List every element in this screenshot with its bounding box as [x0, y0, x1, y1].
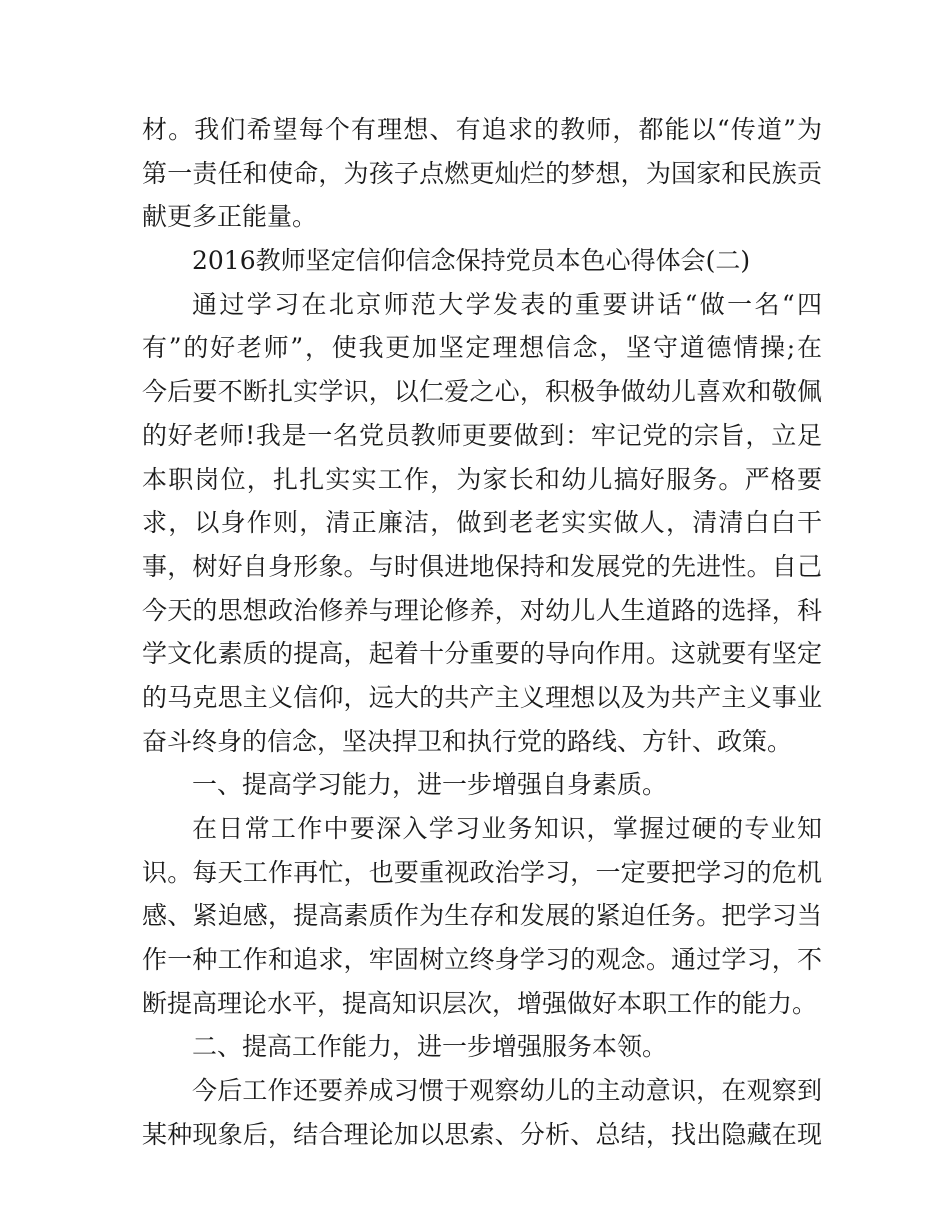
paragraph-first-line: 在日常工作中要深入学习业务知识，掌握过硬的专业知 — [192, 814, 822, 843]
text-line: 有”的好老师”，使我更加坚定理想信念，坚守道德情操;在 — [142, 333, 822, 363]
text-line: 识。每天工作再忙，也要重视政治学习，一定要把学习的危机 — [142, 857, 822, 887]
text-line: 某种现象后，结合理论加以思索、分析、总结，找出隐藏在现 — [142, 1119, 822, 1149]
text-line: 今天的思想政治修养与理论修养，对幼儿人生道路的选择，科 — [142, 595, 822, 625]
text-line: 的好老师!我是一名党员教师更要做到：牢记党的宗旨，立足 — [142, 420, 822, 450]
text-line: 学文化素质的提高，起着十分重要的导向作用。这就要有坚定 — [142, 639, 822, 669]
text-line: 今后要不断扎实学识，以仁爱之心，积极争做幼儿喜欢和敬佩 — [142, 377, 822, 407]
text-line: 第一责任和使命，为孩子点燃更灿烂的梦想，为国家和民族贡 — [142, 158, 822, 188]
section-heading: 二、提高工作能力，进一步增强服务本领。 — [192, 1032, 668, 1062]
paragraph-first-line: 通过学习在北京师范大学发表的重要讲话“做一名“四 — [192, 289, 822, 319]
text-line: 本职岗位，扎扎实实工作，为家长和幼儿搞好服务。严格要 — [142, 464, 822, 494]
text-line: 献更多正能量。 — [142, 202, 318, 232]
paragraph-first-line: 今后工作还要养成习惯于观察幼儿的主动意识，在观察到 — [192, 1076, 822, 1106]
text-line: 事，树好自身形象。与时俱进地保持和发展党的先进性。自己 — [142, 551, 822, 581]
text-line: 感、紧迫感，提高素质作为生存和发展的紧迫任务。把学习当 — [142, 901, 822, 931]
text-line: 作一种工作和追求，牢固树立终身学习的观念。通过学习，不 — [142, 945, 822, 975]
section-title: 2016教师坚定信仰信念保持党员本色心得体会(二) — [192, 246, 751, 276]
text-line: 奋斗终身的信念，坚决捍卫和执行党的路线、方针、政策。 — [142, 726, 793, 756]
text-line: 断提高理论水平，提高知识层次，增强做好本职工作的能力。 — [142, 988, 818, 1018]
text-line: 的马克思主义信仰，远大的共产主义理想以及为共产主义事业 — [142, 682, 822, 712]
document-body — [142, 108, 822, 1157]
section-heading: 一、提高学习能力，进一步增强自身素质。 — [192, 770, 668, 800]
text-line: 求，以身作则，清正廉洁，做到老老实实做人，清清白白干 — [142, 508, 822, 538]
text-line: 材。我们希望每个有理想、有追求的教师，都能以“传道”为 — [142, 115, 822, 144]
